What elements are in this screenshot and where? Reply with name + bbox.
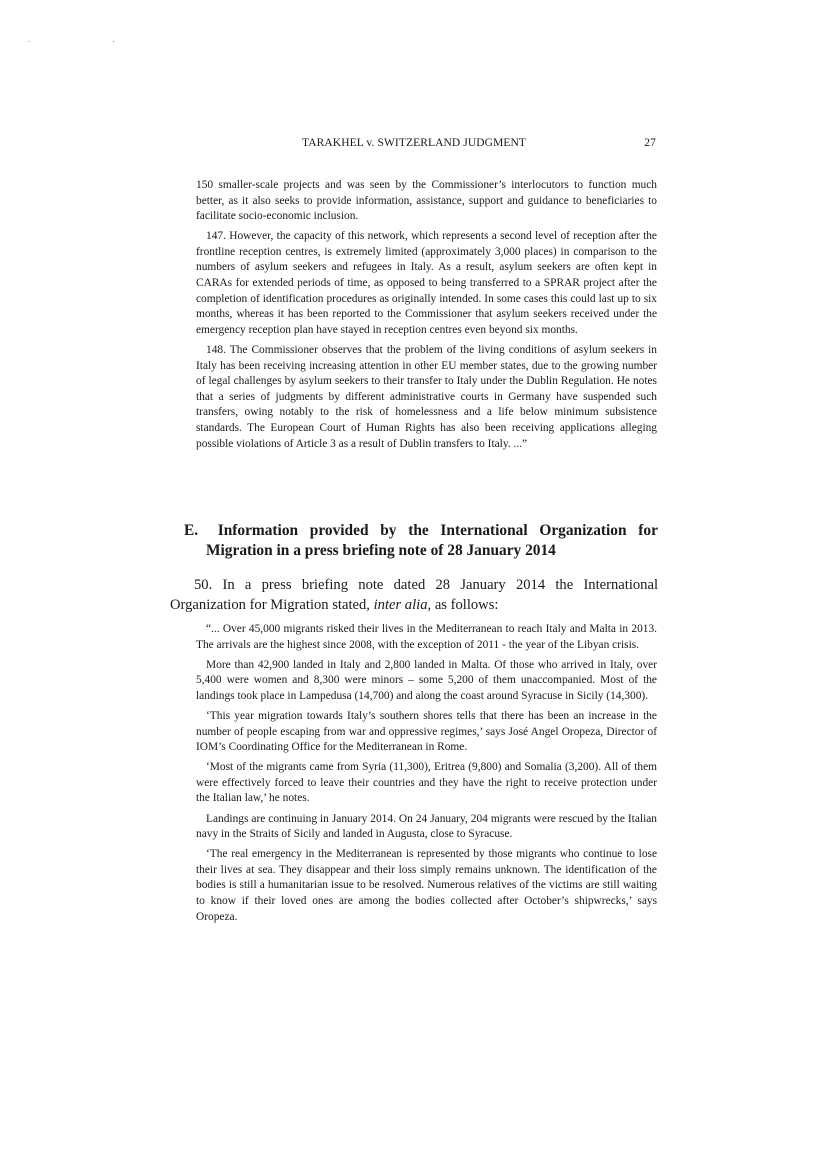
quote-paragraph: ‘The real emergency in the Mediterranean is represented by those migrants who continue to lose their lives at sea. They disappear and their loss simply remains unknown. The identification of the bodies is still a humanitarian issue to be resolved. Numerous relatives of the victims are still waiting to know if their loved ones are among the bodies collected after October’s shipwrecks,’ says Oropeza.: [196, 848, 657, 923]
running-title: TARAKHEL v. SWITZERLAND JUDGMENT: [302, 137, 527, 149]
quote-block-commissioner: [196, 178, 657, 457]
paragraph-50-line-1: 50. In a press briefing note dated 28 January 2014 the International: [194, 577, 658, 593]
paragraph-50: [170, 575, 658, 615]
heading-word: International: [440, 522, 528, 539]
section-letter: E.: [184, 522, 199, 539]
paragraph-50-text-end: , as follows:: [427, 597, 499, 613]
quote-paragraph: Landings are continuing in January 2014. On 24 January, 204 migrants were rescued by the Italian navy in the Straits of Sicily and landed in Augusta, close to Syracuse.: [196, 812, 657, 841]
heading-word: by: [380, 522, 397, 539]
quote-paragraph: “... Over 45,000 migrants risked their lives in the Mediterranean to reach Italy and Malta in 2013. The arrivals are the highest since 2008, with the exception of 2011 - the year of the Libyan crisis.: [196, 623, 657, 651]
heading-word: Information: [217, 522, 299, 539]
section-heading-line-1: [184, 521, 658, 541]
quote-paragraph-148: 148. The Commissioner observes that the problem of the living conditions of asylum seekers in Italy has been receiving increasing attention in other EU member states, due to the growing number of legal challenges by asylum seekers to their transfer to Italy under the Dublin Regulation. He notes that a series of judgments by different administrative courts in Germany have suspended such transfers, owing notably to the risk of homelessness and a life below minimum subsistence standards. The European Court of Human Rights has also been receiving applications alleging possible violations of Article 3 as a result of Dublin transfers to Italy. ...”: [196, 343, 657, 450]
page-number: 27: [644, 137, 656, 149]
heading-word: Organization: [539, 522, 627, 539]
paragraph-50-italic: inter alia: [373, 597, 428, 613]
quote-paragraph-147: 147. However, the capacity of this network, which represents a second level of reception after the frontline reception centres, is extremely limited (approximately 3,000 places) in comparison to the numbers of asylum seekers and refugees in Italy. As a result, asylum seekers are often kept in CARAs for extended periods of time, as opposed to being transferred to a SPRAR project after the completion of identification procedures as originally intended. In some cases this could last up to six months, whereas it has been reported to the Commissioner that asylum seekers received under the emergency reception plan have stayed in reception centres even beyond six months.: [196, 230, 657, 336]
heading-word: for: [638, 522, 658, 539]
section-heading-e: [184, 521, 658, 561]
quote-paragraph: More than 42,900 landed in Italy and 2,800 landed in Malta. Of those who arrived in Italy, over 5,400 were women and 8,300 were minors – some 5,200 of them unaccompanied. Most of the landings took place in Lampedusa (14,700) and along the coast around Syracuse in Sicily (14,300).: [196, 658, 657, 702]
heading-word: provided: [309, 522, 369, 539]
section-heading-line-2: Migration in a press briefing note of 28 January 2014: [206, 542, 556, 559]
quote-paragraph: ‘Most of the migrants came from Syria (11,300), Eritrea (9,800) and Somalia (3,200). All of them were effectively forced to leave their countries and they have the right to receive protection under the Italian law,’ he notes.: [196, 761, 657, 805]
quote-paragraph-continuation: 150 smaller-scale projects and was seen by the Commissioner’s interlocutors to function much better, as it also seeks to provide information, assistance, support and guidance to beneficiaries to facilitate socio-economic inclusion.: [196, 179, 657, 223]
quote-block-iom: [196, 622, 657, 930]
scan-specks: . .: [28, 34, 155, 44]
paragraph-50-line-2: [170, 595, 658, 615]
paragraph-50-text: Organization for Migration stated,: [170, 597, 374, 613]
quote-paragraph: ‘This year migration towards Italy’s southern shores tells that there has been an increase in the number of people escaping from war and oppressive regimes,’ says José Angel Oropeza, Director of IOM’s Coordinating Office for the Mediterranean in Rome.: [196, 709, 657, 754]
heading-word: the: [408, 522, 429, 539]
